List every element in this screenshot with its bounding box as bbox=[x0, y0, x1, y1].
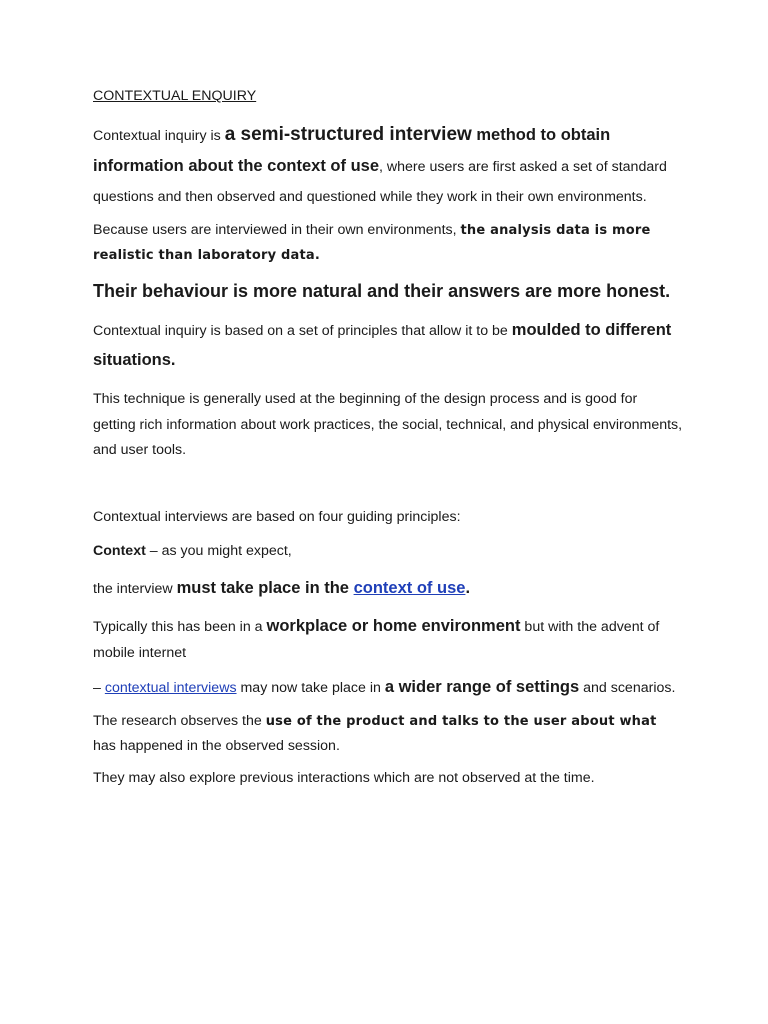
text-run: the interview bbox=[93, 580, 177, 597]
text-run: This technique is generally used at the beginning of the design process and is good for getting rich information about work practices, the social, technical, and physical environments, and user tools. bbox=[93, 391, 683, 458]
emphasis-text: moulded to different situations. bbox=[93, 321, 672, 369]
emphasis-text: Their behaviour is more natural and their answers are more honest. bbox=[93, 281, 671, 301]
text-run: – bbox=[93, 679, 105, 696]
text-run: and scenarios. bbox=[579, 679, 676, 696]
emphasis-text: use of the product and talks to the user about what bbox=[265, 713, 657, 729]
text-run: – as you might expect, bbox=[145, 542, 292, 559]
emphasis-text: workplace or home environment bbox=[266, 616, 521, 635]
text-run: Contextual inquiry is bbox=[93, 128, 225, 144]
text-run: but with the advent of mobile internet bbox=[93, 618, 660, 661]
text-run: They may also explore previous interactions which are not observed at the time. bbox=[93, 769, 595, 786]
paragraph-workplace bbox=[93, 613, 683, 666]
emphasis-text: a wider range of settings bbox=[384, 677, 580, 696]
text-run: has happened in the observed session. bbox=[93, 737, 340, 754]
text-run: Typically this has been in a bbox=[93, 618, 267, 635]
text-run: may now take place in bbox=[236, 679, 385, 696]
text-run: Because users are interviewed in their own environments, bbox=[93, 222, 461, 238]
document-heading: CONTEXTUAL ENQUIRY bbox=[93, 88, 257, 104]
paragraph-research bbox=[93, 709, 683, 759]
emphasis-text: must take place in the bbox=[176, 578, 354, 597]
text-run: The research observes the bbox=[93, 712, 266, 729]
paragraph-behaviour bbox=[93, 278, 683, 304]
text-run: . bbox=[465, 578, 471, 597]
paragraph-interview-place bbox=[93, 576, 683, 601]
contextual-interviews-link[interactable]: contextual interviews bbox=[104, 679, 237, 696]
paragraph-guiding-principles bbox=[93, 507, 683, 527]
emphasis-text: the analysis data is more realistic than laboratory data. bbox=[93, 223, 651, 263]
paragraph-principles bbox=[93, 316, 683, 376]
paragraph-definition bbox=[93, 120, 683, 212]
paragraph-technique bbox=[93, 387, 683, 464]
context-of-use-link[interactable]: context of use bbox=[353, 578, 466, 597]
text-run: , where users are first asked a set of standard questions and then observed and questioned while they work in their own environments. bbox=[93, 159, 667, 205]
text-run: Contextual interviews are based on four guiding principles: bbox=[93, 508, 461, 525]
paragraph-settings bbox=[93, 674, 683, 701]
paragraph-previous-interactions bbox=[93, 768, 683, 788]
document-body bbox=[93, 86, 683, 788]
paragraph-context bbox=[93, 541, 683, 561]
emphasis-text: a semi-structured interview bbox=[224, 124, 472, 145]
emphasis-text: method to obtain information about the context of use bbox=[93, 126, 611, 175]
emphasis-text: Context bbox=[93, 542, 146, 559]
paragraph-environments bbox=[93, 218, 683, 268]
text-run: Contextual inquiry is based on a set of principles that allow it to be bbox=[93, 323, 512, 339]
